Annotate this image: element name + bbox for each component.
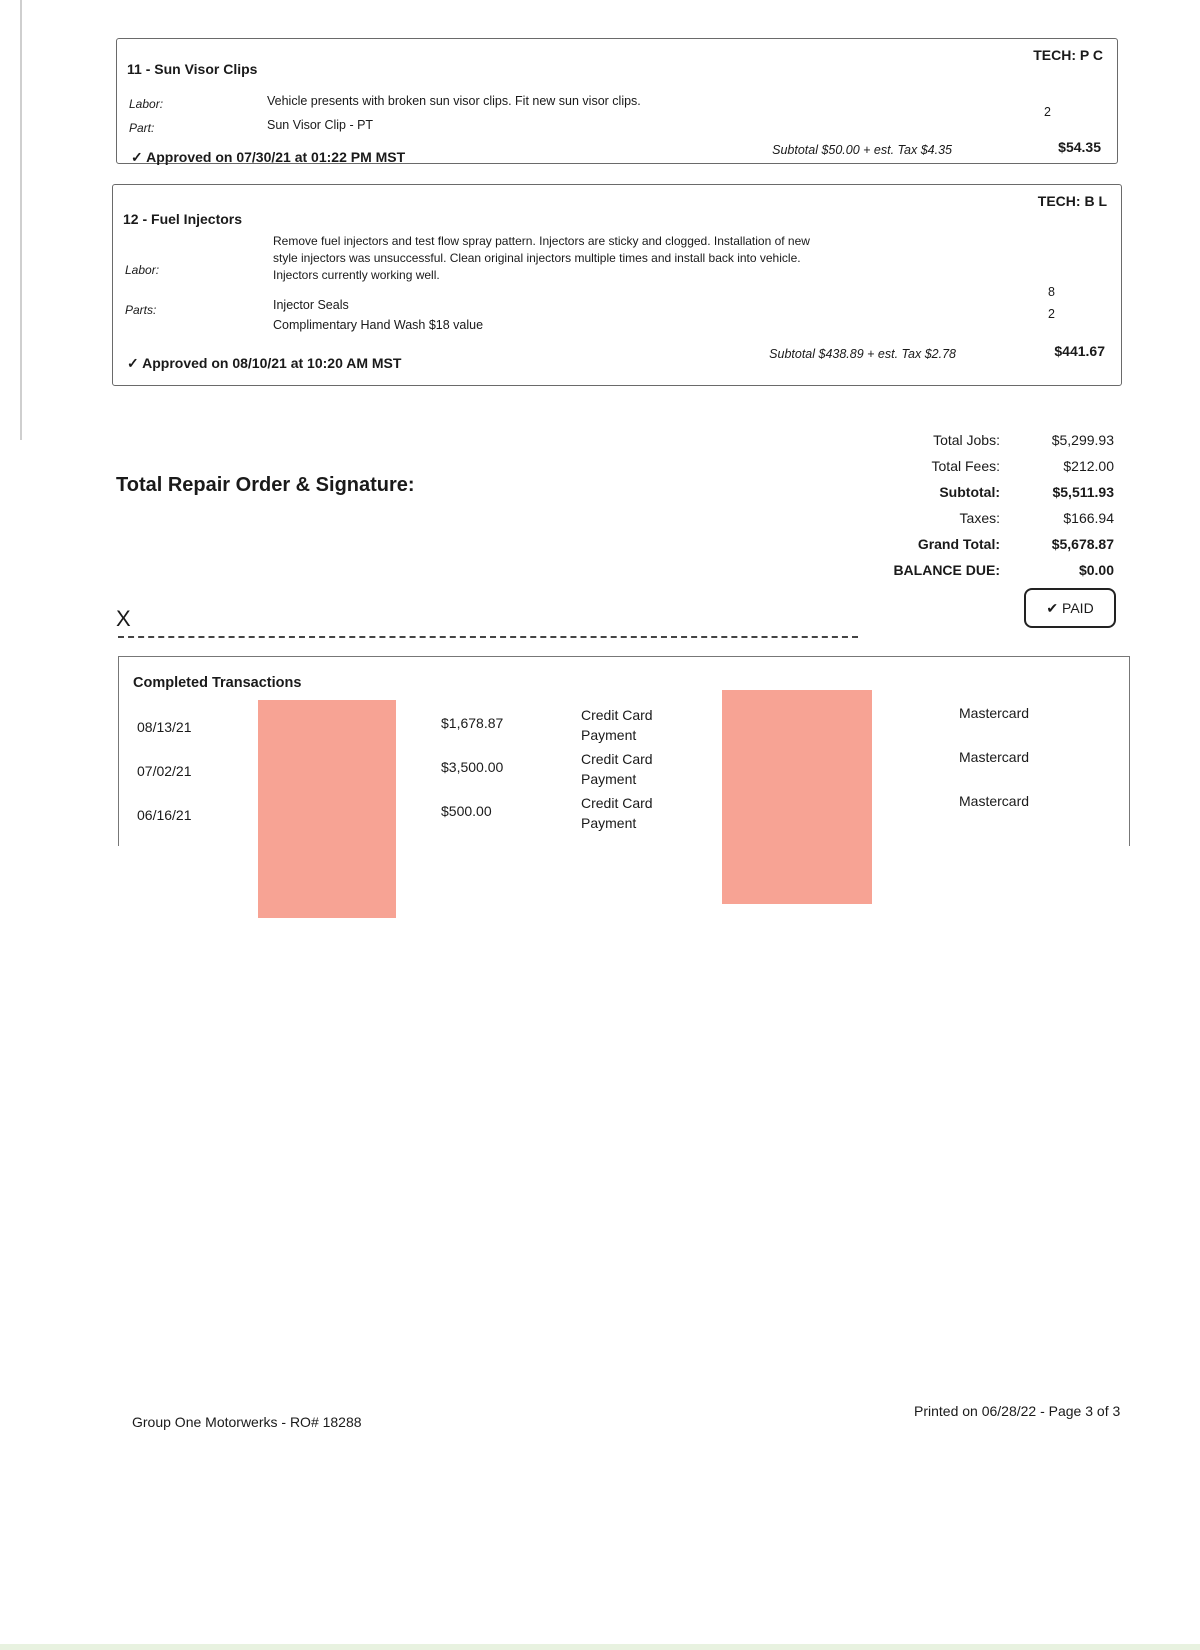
transaction-method-line: Credit Card <box>581 707 653 723</box>
transaction-method <box>581 749 681 789</box>
paid-label: PAID <box>1062 600 1094 616</box>
transaction-date: 07/02/21 <box>137 763 192 779</box>
totals-value: $212.00 <box>1063 458 1114 474</box>
signature-line <box>118 636 858 638</box>
labor-description: Vehicle presents with broken sun visor clips. Fit new sun visor clips. <box>267 94 641 108</box>
transaction-card-type: Mastercard <box>959 749 1030 765</box>
job-total: $54.35 <box>1058 139 1101 155</box>
job-card-fuel-injectors <box>112 184 1122 386</box>
transaction-date: 08/13/21 <box>137 719 192 735</box>
labor-description-line: Remove fuel injectors and test flow spray pattern. Injectors are sticky and clogged. Installation of new <box>273 234 810 248</box>
job-subtotal: Subtotal $438.89 + est. Tax $2.78 <box>769 347 956 361</box>
totals-row-grand-total <box>860 536 1120 562</box>
transaction-card-type: Mastercard <box>959 793 1030 809</box>
signature-x-mark: X <box>116 606 131 631</box>
tech-label: TECH: B L <box>1037 193 1107 209</box>
paid-badge <box>1024 588 1116 628</box>
transactions-title: Completed Transactions <box>133 675 302 691</box>
job-title: 12 - Fuel Injectors <box>123 211 243 227</box>
totals-label: Taxes: <box>959 510 1000 526</box>
totals-value: $0.00 <box>1078 562 1114 578</box>
transaction-method-line: Payment <box>581 815 637 831</box>
totals-label: Total Jobs: <box>933 432 1000 448</box>
transaction-date: 06/16/21 <box>137 807 192 823</box>
totals-label: Grand Total: <box>917 536 1000 552</box>
footer-shop-ro: Group One Motorwerks - RO# 18288 <box>132 1414 362 1430</box>
part-description: Sun Visor Clip - PT <box>267 118 374 132</box>
labor-description-line: Injectors currently working well. <box>273 268 440 282</box>
footer-print-info: Printed on 06/28/22 - Page 3 of 3 <box>914 1403 1121 1419</box>
part-quantity: 8 <box>1048 285 1055 299</box>
approval-status: ✓ Approved on 08/10/21 at 10:20 AM MST <box>127 355 402 371</box>
job-subtotal: Subtotal $50.00 + est. Tax $4.35 <box>772 143 952 157</box>
transaction-amount: $500.00 <box>441 803 492 819</box>
transaction-method-line: Credit Card <box>581 751 653 767</box>
totals-label: BALANCE DUE: <box>893 562 1000 578</box>
transaction-amount: $1,678.87 <box>441 715 504 731</box>
totals-row-total-fees <box>860 458 1120 484</box>
transaction-method-line: Credit Card <box>581 795 653 811</box>
totals-summary <box>860 432 1120 588</box>
scan-edge-strip <box>0 1644 1200 1650</box>
scan-edge-line <box>20 0 22 440</box>
totals-row-balance-due <box>860 562 1120 588</box>
part-description: Complimentary Hand Wash $18 value <box>273 318 484 332</box>
transaction-method <box>581 793 681 833</box>
part-label: Part: <box>129 121 155 135</box>
totals-row-subtotal <box>860 484 1120 510</box>
totals-row-taxes <box>860 510 1120 536</box>
transaction-method-line: Payment <box>581 771 637 787</box>
labor-description <box>273 233 810 284</box>
redaction-block <box>722 690 872 904</box>
part-quantity: 2 <box>1048 307 1055 321</box>
job-card-sun-visor-clips <box>116 38 1118 164</box>
totals-label: Total Fees: <box>931 458 1000 474</box>
parts-label: Parts: <box>125 303 157 317</box>
totals-value: $5,678.87 <box>1051 536 1114 552</box>
signature-section-title: Total Repair Order & Signature: <box>116 474 415 496</box>
job-total: $441.67 <box>1054 343 1105 359</box>
transaction-card-type: Mastercard <box>959 705 1030 721</box>
totals-value: $5,299.93 <box>1051 432 1114 448</box>
transaction-method-line: Payment <box>581 727 637 743</box>
totals-value: $5,511.93 <box>1052 484 1114 500</box>
totals-label: Subtotal: <box>939 484 1000 500</box>
totals-value: $166.94 <box>1063 510 1114 526</box>
redaction-block <box>258 700 396 918</box>
check-icon: ✔ <box>1046 599 1059 616</box>
tech-label: TECH: P C <box>1033 47 1103 63</box>
job-title: 11 - Sun Visor Clips <box>127 61 258 77</box>
totals-row-total-jobs <box>860 432 1120 458</box>
transaction-amount: $3,500.00 <box>441 759 504 775</box>
labor-label: Labor: <box>129 97 164 111</box>
labor-quantity: 2 <box>1044 105 1051 119</box>
labor-label: Labor: <box>125 263 160 277</box>
part-description: Injector Seals <box>273 298 349 312</box>
approval-status: ✓ Approved on 07/30/21 at 01:22 PM MST <box>131 149 406 165</box>
labor-description-line: style injectors was unsuccessful. Clean original injectors multiple times and install back into vehicle. <box>273 251 801 265</box>
transaction-method <box>581 705 681 745</box>
